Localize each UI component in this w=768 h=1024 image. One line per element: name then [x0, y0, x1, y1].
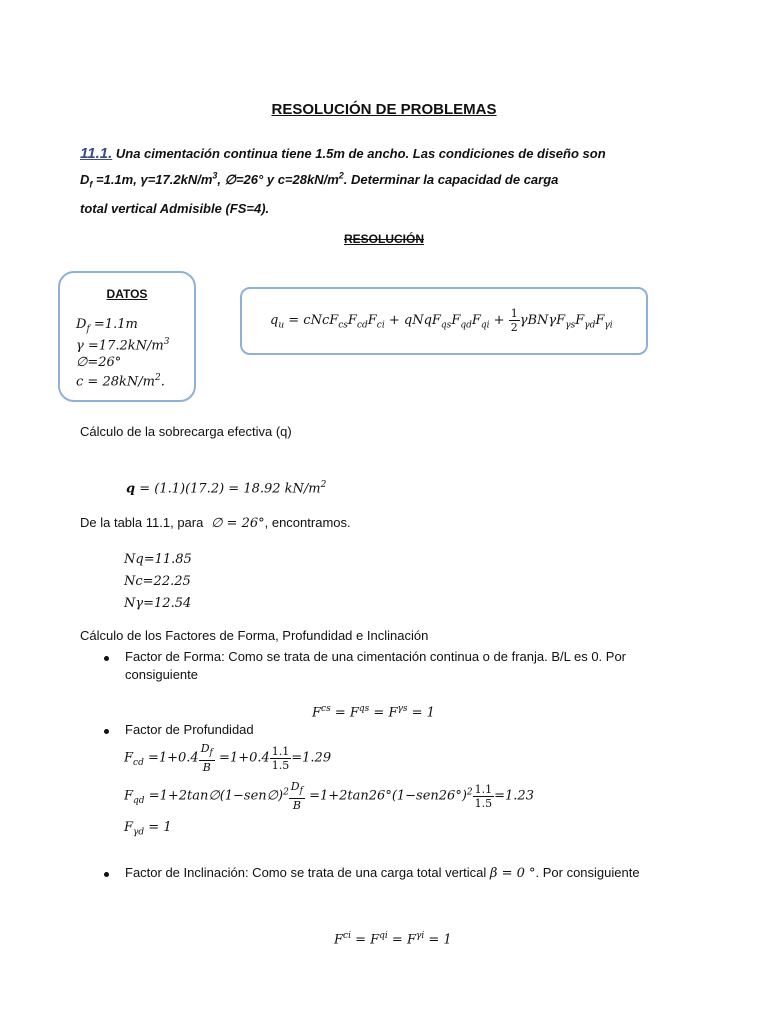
dato-gamma: $\gamma =17.2kN/m^3$	[76, 337, 170, 354]
problem-number: 11.1.	[80, 145, 113, 162]
q-calculation: q = (1.1)(17.2) = 18.92 $kN/m^2$	[126, 480, 327, 497]
inclinacion-line: Factor de Inclinación: Como se trata de una carga total vertical β = 0 °. Por consiguiente	[125, 865, 640, 881]
profundidad-label: Factor de Profundidad	[125, 722, 254, 737]
problem-statement	[80, 142, 670, 220]
formula-box	[240, 287, 648, 355]
bullet-profundidad	[104, 729, 109, 734]
fgd-equation: $F_{\gamma d} = 1$	[124, 820, 172, 838]
bullet-inclinacion	[104, 872, 109, 877]
bearing-capacity-formula: $q_u$ = $cNcF_{cs}F_{cd}F_{ci}$ + $qNqF_{qs}F_{qd}F_{qi}$ + $\frac{1}{2}$ $\gamma BN\gamma F_{\gamma s}F_{\gamma d}F_{\gamma i}$	[270, 307, 613, 334]
factor-nc: Nc=22.25	[124, 574, 191, 589]
page-title: RESOLUCIÓN DE PROBLEMAS	[271, 101, 497, 118]
inclinacion-label: Factor de Inclinación: Como se trata de una carga total vertical	[125, 865, 487, 880]
factores-heading: Cálculo de los Factores de Forma, Profundidad e Inclinación	[80, 628, 429, 643]
fqd-equation: $F_{qd}$ =1+2tan∅(1−sen∅)$^2$ $\frac{D_f}{B}$ $=1+2\tan 26^\circ(1-sen26^\circ)^2$ $\frac{1.1}{1.5}$ =1.23	[124, 780, 534, 813]
factor-ngamma: Nγ=12.54	[124, 596, 192, 611]
resolution-heading: RESOLUCIÓN	[343, 232, 424, 246]
datos-heading: DATOS	[106, 287, 148, 301]
fcd-equation: $F_{cd} =1+0.4$ $\frac{D_f}{B}$ =1+0.4 $\frac{1.1}{1.5}$ =1.29	[124, 742, 332, 775]
tabla-line: De la tabla 11.1, para ∅ = 26°, encontramos.	[80, 515, 351, 531]
inclinacion-equation: $F^{ci} = F^{qi} = F^{\gamma i} = 1$	[334, 931, 452, 948]
sobrecarga-label: Cálculo de la sobrecarga efectiva (q)	[80, 424, 292, 439]
bullet-forma	[104, 656, 109, 661]
dato-df: $D_f =1.1m$	[76, 317, 138, 335]
dato-c: $c = 28kN/m^2$.	[76, 373, 165, 390]
tabla-prefix: De la tabla 11.1, para	[80, 515, 204, 530]
datos-box	[58, 271, 196, 402]
dato-phi: ∅=26°	[76, 355, 122, 370]
tabla-suffix: , encontramos.	[264, 515, 351, 530]
problem-line-1: Una cimentación continua tiene 1.5m de ancho. Las condiciones de diseño son	[115, 146, 606, 161]
forma-line-1: Factor de Forma: Como se trata de una cimentación continua o de franja. B/L es 0. Por	[125, 649, 627, 664]
problem-line-3: total vertical Admisible (FS=4).	[80, 200, 270, 216]
factor-nq: Nq=11.85	[124, 552, 192, 567]
forma-line-2: consiguiente	[125, 667, 198, 682]
problem-line-2: $D_f =1.1m$, $\gamma=17.2kN/m^3$, ∅=26° y $c=28kN/m^2$. Determinar la capacidad de carga	[80, 171, 559, 190]
forma-equation: $F^{cs} = F^{qs} = F^{\gamma s} = 1$	[312, 704, 435, 721]
